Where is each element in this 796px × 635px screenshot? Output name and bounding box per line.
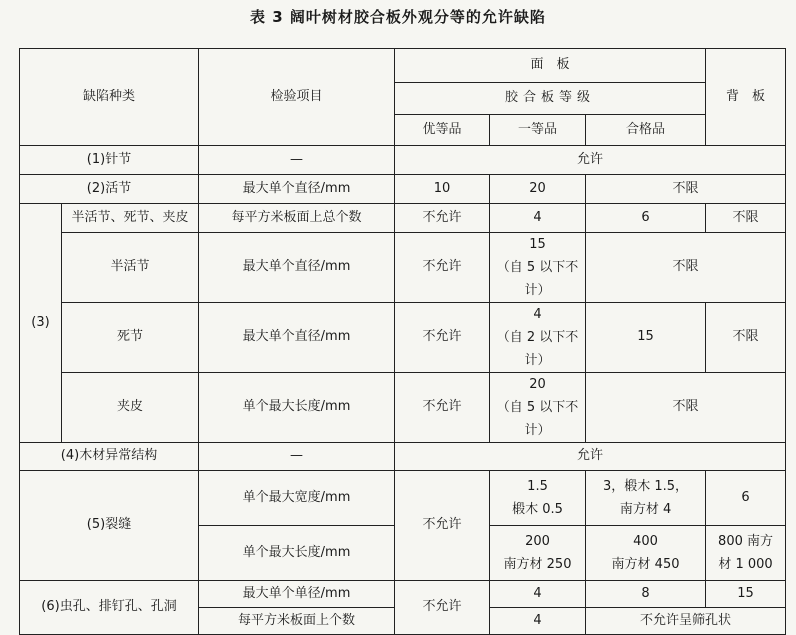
value-note: 椴木 0.5 [512,502,563,517]
value-cell: 10 [395,175,490,204]
value-line: 800 南方 [718,534,773,549]
table-row [20,373,786,443]
value-cell [490,303,586,373]
value-line: 15 [529,237,546,252]
table-row [20,146,786,175]
value-cell: 6 [706,471,786,526]
value-note: 材 1 000 [718,557,773,572]
value-note: 南方材 450 [611,557,680,572]
value-cell: 4 [490,608,586,635]
value-cell: 不允许 [395,233,490,303]
table-row [20,581,786,608]
inspection-item-cell: — [199,443,395,471]
defect-table [19,48,786,635]
value-cell [586,471,706,526]
table-row [20,471,786,526]
defect-type-cell: 死节 [62,303,199,373]
value-line: 1.5 [527,479,548,494]
value-cell: 不限 [706,303,786,373]
value-cell: 不限 [586,233,786,303]
value-cell: 6 [586,204,706,233]
inspection-item-cell: — [199,146,395,175]
value-cell: 不限 [706,204,786,233]
value-cell: 不限 [586,373,786,443]
value-line: 20 [529,377,546,392]
value-cell [706,526,786,581]
defect-type-cell: (6)虫孔、排钉孔、孔洞 [20,581,199,635]
value-line: 3，椴木 1.5， [602,479,689,494]
inspection-item-cell: 单个最大长度/mm [199,373,395,443]
defect-type-cell: (1)针节 [20,146,199,175]
value-line: 4 [533,307,542,322]
value-note: （自 5 以下不计） [496,260,579,298]
value-cell [490,471,586,526]
value-cell: 不限 [586,175,786,204]
value-cell: 15 [586,303,706,373]
defect-type-cell: 半活节 [62,233,199,303]
header-back: 背 板 [706,49,786,146]
header-face: 面 板 [395,49,706,83]
value-cell: 4 [490,581,586,608]
table-row [20,204,786,233]
value-cell: 20 [490,175,586,204]
value-note: （自 5 以下不计） [496,400,579,438]
inspection-item-cell: 最大单个单径/mm [199,581,395,608]
table-caption: 表 3 阔叶树材胶合板外观分等的允许缺陷 [250,8,546,26]
value-line: 400 [633,534,658,549]
header-grade-excellent: 优等品 [395,115,490,146]
header-inspection-item: 检验项目 [199,49,395,146]
value-cell: 4 [490,204,586,233]
value-cell: 允许 [395,146,786,175]
value-cell [586,526,706,581]
value-cell: 不允许 [395,204,490,233]
header-grade-qualified: 合格品 [586,115,706,146]
value-cell: 不允许 [395,471,490,581]
value-cell: 不允许 [395,303,490,373]
value-cell: 不允许 [395,581,490,635]
inspection-item-cell: 最大单个直径/mm [199,233,395,303]
value-cell [490,373,586,443]
defect-type-cell: (4)木材异常结构 [20,443,199,471]
defect-group-label: (3) [20,204,62,443]
inspection-item-cell: 最大单个直径/mm [199,175,395,204]
inspection-item-cell: 每平方米板面上总个数 [199,204,395,233]
header-row-1 [20,49,786,83]
value-note: 南方材 250 [503,557,572,572]
table-row [20,233,786,303]
value-note: （自 2 以下不计） [496,330,579,368]
defect-type-cell: (5)裂缝 [20,471,199,581]
inspection-item-cell: 每平方米板面上个数 [199,608,395,635]
inspection-item-cell: 最大单个直径/mm [199,303,395,373]
table-row [20,303,786,373]
value-cell: 8 [586,581,706,608]
value-cell: 15 [706,581,786,608]
table-row [20,175,786,204]
value-cell: 不允许呈筛孔状 [586,608,786,635]
value-cell: 不允许 [395,373,490,443]
defect-type-cell: 夹皮 [62,373,199,443]
value-note: 南方材 4 [619,502,672,517]
table-row [20,443,786,471]
value-line: 200 [525,534,550,549]
value-cell: 允许 [395,443,786,471]
header-grade-first: 一等品 [490,115,586,146]
inspection-item-cell: 单个最大长度/mm [199,526,395,581]
defect-type-cell: 半活节、死节、夹皮 [62,204,199,233]
inspection-item-cell: 单个最大宽度/mm [199,471,395,526]
header-grade-group: 胶合板等级 [395,83,706,115]
value-cell [490,526,586,581]
header-defect-type: 缺陷种类 [20,49,199,146]
defect-type-cell: (2)活节 [20,175,199,204]
value-cell [490,233,586,303]
